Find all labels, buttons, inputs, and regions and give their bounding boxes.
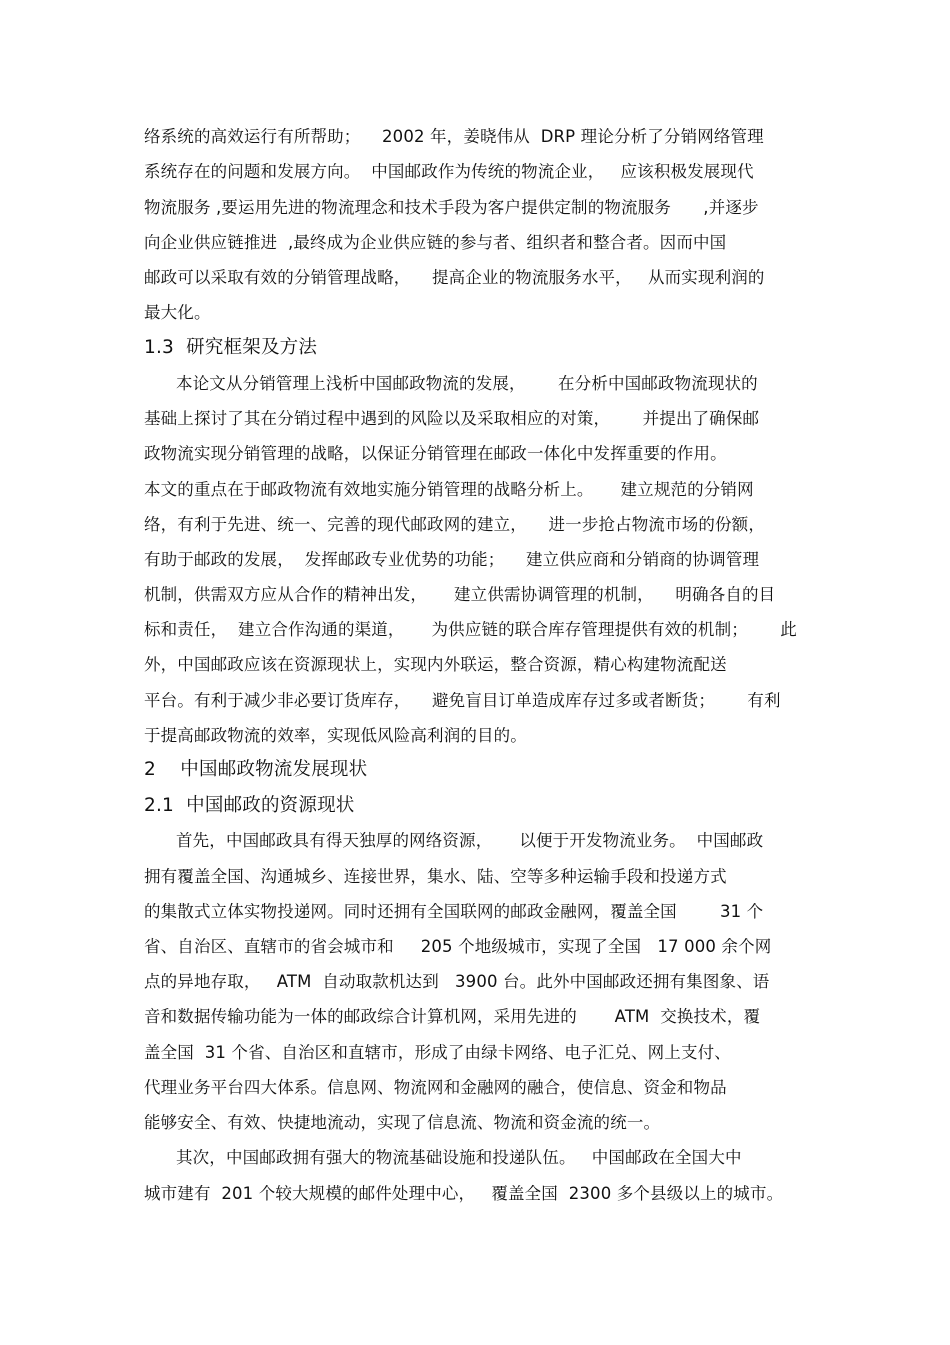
paragraph-line: 首先，中国邮政具有得天独厚的网络资源， 以便于开发物流业务。 中国邮政: [176, 831, 764, 850]
paragraph-line: 代理业务平台四大体系。信息网、物流网和金融网的融合，使信息、资金和物品: [144, 1078, 727, 1097]
chapter-heading: 2 中国邮政物流发展现状: [144, 759, 368, 780]
paragraph-line: 政物流实现分销管理的战略，以保证分销管理在邮政一体化中发挥重要的作用。: [144, 444, 727, 463]
paragraph-line: 外，中国邮政应该在资源现状上，实现内外联运，整合资源，精心构建物流配送: [144, 655, 727, 674]
paragraph-line: 省、自治区、直辖市的省会城市和 205 个地级城市，实现了全国 17 000 余个网: [144, 937, 772, 956]
paragraph-line: 最大化。: [144, 303, 211, 322]
paragraph-line: 邮政可以采取有效的分销管理战略， 提高企业的物流服务水平， 从而实现利润的: [144, 268, 765, 287]
paragraph-line: 其次，中国邮政拥有强大的物流基础设施和投递队伍。 中国邮政在全国大中: [176, 1148, 742, 1167]
paragraph-line: 络系统的高效运行有所帮助； 2002 年，姜晓伟从 DRP 理论分析了分销网络管理: [144, 127, 764, 146]
paragraph-line: 的集散式立体实物投递网。同时还拥有全国联网的邮政金融网，覆盖全国 31 个: [144, 902, 764, 921]
paragraph-line: 音和数据传输功能为一体的邮政综合计算机网，采用先进的 ATM 交换技术，覆: [144, 1007, 761, 1026]
paragraph-line: 盖全国 31 个省、自治区和直辖市，形成了由绿卡网络、电子汇兑、网上支付、: [144, 1043, 731, 1062]
paragraph-line: 络，有利于先进、统一、完善的现代邮政网的建立， 进一步抢占物流市场的份额，: [144, 515, 765, 534]
paragraph-line: 于提高邮政物流的效率，实现低风险高利润的目的。: [144, 726, 527, 745]
paragraph-line: 平台。有利于减少非必要订货库存， 避免盲目订单造成库存过多或者断货； 有利: [144, 691, 781, 710]
paragraph-line: 标和责任， 建立合作沟通的渠道， 为供应链的联合库存管理提供有效的机制； 此: [144, 620, 797, 639]
paragraph-line: 机制，供需双方应从合作的精神出发， 建立供需协调管理的机制， 明确各自的目: [144, 585, 776, 604]
section-heading: 1.3 研究框架及方法: [144, 337, 318, 358]
paragraph-line: 拥有覆盖全国、沟通城乡、连接世界，集水、陆、空等多种运输手段和投递方式: [144, 867, 727, 886]
paragraph-line: 本文的重点在于邮政物流有效地实施分销管理的战略分析上。 建立规范的分销网: [144, 480, 754, 499]
paragraph-line: 能够安全、有效、快捷地流动，实现了信息流、物流和资金流的统一。: [144, 1113, 661, 1132]
section-heading: 2.1 中国邮政的资源现状: [144, 795, 355, 816]
paragraph-line: 城市建有 201 个较大规模的邮件处理中心， 覆盖全国 2300 多个县级以上的城市。: [144, 1184, 784, 1203]
paragraph-line: 有助于邮政的发展， 发挥邮政专业优势的功能； 建立供应商和分销商的协调管理: [144, 550, 760, 569]
paragraph-line: 向企业供应链推进 ,最终成为企业供应链的参与者、组织者和整合者。因而中国: [144, 233, 727, 252]
paragraph-line: 点的异地存取， ATM 自动取款机达到 3900 台。此外中国邮政还拥有集图象、语: [144, 972, 770, 991]
paragraph-line: 系统存在的问题和发展方向。 中国邮政作为传统的物流企业， 应该积极发展现代: [144, 162, 754, 181]
paragraph-line: 物流服务 ,要运用先进的物流理念和技术手段为客户提供定制的物流服务 ,并逐步: [144, 198, 759, 217]
paragraph-line: 本论文从分销管理上浅析中国邮政物流的发展， 在分析中国邮政物流现状的: [176, 374, 758, 393]
paragraph-line: 基础上探讨了其在分销过程中遇到的风险以及采取相应的对策， 并提出了确保邮: [144, 409, 760, 428]
